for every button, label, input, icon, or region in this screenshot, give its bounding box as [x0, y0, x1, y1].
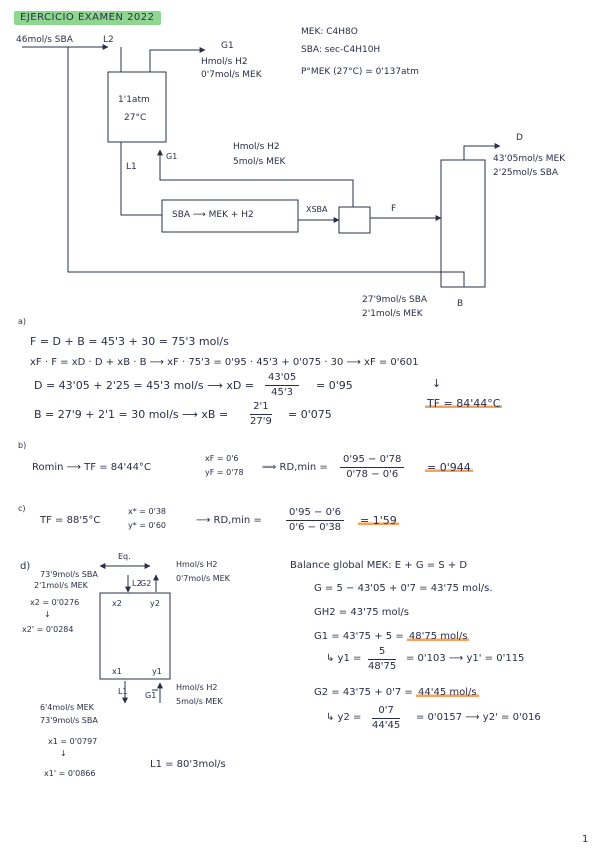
g1-top-h2: Hmol/s H2	[201, 57, 248, 67]
xd-fraction: $\frac{43'05}{45'3}$	[265, 373, 299, 398]
equilibrium-label: Eq.	[118, 552, 131, 561]
part-c-arrow: ⟶ RD,min =	[196, 515, 262, 526]
reactor-reaction: SBA ⟶ MEK + H2	[172, 210, 254, 220]
d-bot-sba: 73'9mol/s SBA	[40, 716, 98, 725]
d-x1-arrow: ↓	[60, 749, 67, 758]
arrow-down: ↓	[432, 377, 442, 390]
part-d-label: d)	[20, 561, 31, 572]
flash-box	[339, 207, 370, 233]
recycle-mek: 5mol/s MEK	[233, 157, 286, 167]
balance-line4-left: ↳ y1 =	[326, 653, 362, 664]
part-b-arrow: ⟹ RD,min =	[262, 462, 328, 473]
column-pressure: 1'1atm	[118, 95, 150, 105]
g1-top-mek: 0'7mol/s MEK	[201, 70, 262, 80]
feed-temperature: TF = 84'44°C	[427, 397, 501, 410]
d-bot-right-mek: 5mol/s MEK	[176, 697, 223, 706]
balance-line1: G = 5 − 43'05 + 0'7 = 43'75 mol/s.	[314, 583, 493, 594]
d-l2: L2	[132, 579, 142, 588]
column-temperature: 27°C	[124, 113, 147, 123]
part-c-xs: x* = 0'38	[128, 507, 166, 516]
d-l1-value: L1 = 80'3mol/s	[150, 759, 226, 770]
d-top-right-mek: 0'7mol/s MEK	[176, 574, 230, 583]
d-top-mek: 2'1mol/s MEK	[34, 581, 88, 590]
d-x2-inside: x2	[112, 599, 122, 608]
d-x2-prime: x2' = 0'0284	[22, 625, 74, 634]
d-x2: x2 = 0'0276	[30, 598, 80, 607]
g1-top-label: G1	[221, 41, 234, 51]
distillate-mek: 43'05mol/s MEK	[493, 154, 566, 164]
part-a-line4: B = 27'9 + 2'1 = 30 mol/s ⟶ xB =	[34, 408, 229, 421]
part-c-left: TF = 88'5°C	[40, 515, 101, 526]
vapor-pressure: P°MEK (27°C) = 0'137atm	[301, 67, 419, 77]
balance-line6-right: = 0'0157 ⟶ y2' = 0'016	[416, 712, 541, 723]
balance-line4-right: = 0'103 ⟶ y1' = 0'115	[406, 653, 525, 664]
distillate-sba: 2'25mol/s SBA	[493, 168, 559, 178]
absorption-column	[108, 72, 166, 142]
part-a-line1: F = D + B = 45'3 + 30 = 75'3 mol/s	[30, 335, 229, 348]
part-c-ys: y* = 0'60	[128, 521, 166, 530]
y2-fraction: $\frac{0'7}{44'45}$	[372, 705, 401, 731]
d-l1: L1	[118, 687, 128, 696]
g2-result: 44'45 mol/s	[418, 687, 477, 698]
part-a-line3: D = 43'05 + 2'25 = 45'3 mol/s ⟶ xD =	[34, 379, 255, 392]
part-b-result: = 0'944	[427, 461, 471, 474]
part-b-label: b)	[18, 441, 27, 450]
bottoms-sba: 27'9mol/s SBA	[362, 295, 428, 305]
balance-line5: G2 = 43'75 + 0'7 = 44'45 mol/s	[314, 687, 477, 698]
distillate-label: D	[516, 133, 523, 143]
d-bot-mek: 6'4mol/s MEK	[40, 703, 94, 712]
part-a-line2: xF · F = xD · D + xB · B ⟶ xF · 75'3 = 0'95 · 45'3 + 0'075 · 30 ⟶ xF = 0'601	[30, 357, 419, 368]
d-bot-right-h2: Hmol/s H2	[176, 683, 218, 692]
feed-label: 46mol/s SBA	[16, 35, 73, 45]
balance-line6-left: ↳ y2 =	[326, 712, 362, 723]
recycle-h2: Hmol/s H2	[233, 142, 280, 152]
part-c-label: c)	[18, 504, 26, 513]
page-number: 1	[582, 834, 589, 845]
balance-title: Balance global MEK: E + G = S + D	[290, 560, 468, 571]
sba-definition: SBA: sec-C4H10H	[301, 45, 381, 55]
part-b-xf: xF = 0'6	[205, 454, 239, 463]
mek-definition: MEK: C4H8O	[301, 27, 358, 37]
part-c-result: = 1'59	[360, 514, 397, 527]
balance-line2: GH2 = 43'75 mol/s	[314, 607, 409, 618]
d-x1: x1 = 0'0797	[48, 737, 98, 746]
feed-f-label: F	[391, 204, 397, 214]
part-b-fraction: $\frac{0'95 - 0'78}{0'78 - 0'6}$	[340, 455, 404, 480]
d-y2-inside: y2	[150, 599, 160, 608]
d-x2-arrow: ↓	[44, 610, 51, 619]
xd-result: = 0'95	[316, 379, 353, 392]
y1-fraction: $\frac{5}{48'75}$	[368, 646, 397, 672]
l1-stream-label: L1	[126, 162, 137, 172]
part-b-yf: yF = 0'78	[205, 468, 244, 477]
d-x1-prime: x1' = 0'0866	[44, 769, 96, 778]
d-x1-inside: x1	[112, 667, 122, 676]
d-top-sba: 73'9mol/s SBA	[40, 570, 98, 579]
xb-result: = 0'075	[288, 408, 332, 421]
distillation-column	[441, 160, 485, 287]
d-g2: G2	[140, 579, 152, 588]
g1-stream-label: G1	[166, 152, 178, 161]
part-b-left: Romin ⟶ TF = 84'44°C	[32, 462, 151, 473]
l2-label: L2	[103, 35, 114, 45]
conversion-label: XSBA	[306, 205, 328, 214]
part-a-label: a)	[18, 317, 27, 326]
bottoms-label: B	[457, 299, 464, 309]
bottoms-mek: 2'1mol/s MEK	[362, 309, 423, 319]
balance-line3: G1 = 43'75 + 5 = 48'75 mol/s	[314, 631, 468, 642]
part-c-fraction: $\frac{0'95 - 0'6}{0'6 - 0'38}$	[286, 508, 344, 533]
d-g1: G1	[145, 691, 157, 700]
d-top-right-h2: Hmol/s H2	[176, 560, 218, 569]
g1-result: 48'75 mol/s	[408, 631, 468, 642]
d-y1-inside: y1	[152, 667, 162, 676]
page-title: EJERCICIO EXAMEN 2022	[14, 11, 161, 25]
xb-fraction: $\frac{2'1}{27'9}$	[250, 401, 272, 427]
